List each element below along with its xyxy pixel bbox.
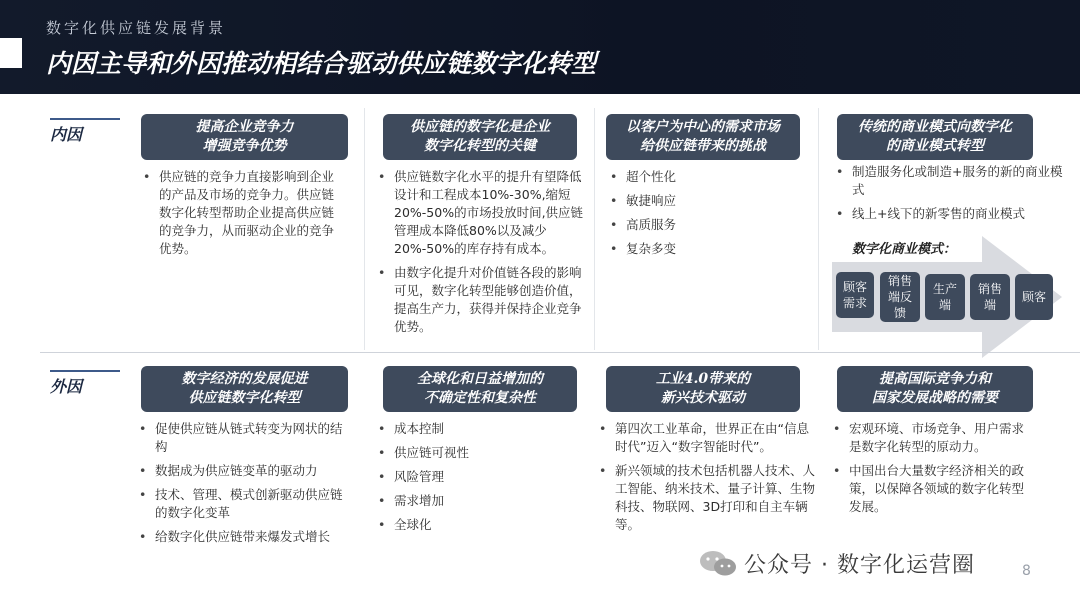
internal-heading-2: 供应链的数字化是企业 数字化转型的关键 [383, 114, 577, 160]
internal-heading-1: 提高企业竞争力 增强竞争优势 [141, 114, 348, 160]
list-item: • 风险管理 [378, 468, 578, 486]
internal-list-1 [143, 168, 343, 264]
business-model-title: 数字化商业模式： [852, 242, 957, 257]
step-customer: 顾客 [1015, 274, 1053, 320]
header-accent-bar [0, 38, 22, 68]
column-divider [364, 108, 365, 350]
list-item: • 全球化 [378, 516, 578, 534]
internal-heading-4: 传统的商业模式向数字化 的商业模式转型 [837, 114, 1033, 160]
step-production: 生产 端 [925, 274, 965, 320]
list-item: • 宏观环境、市场竞争、用户需求是数字化转型的原动力。 [833, 420, 1033, 456]
list-item: • 高质服务 [610, 216, 800, 234]
list-item: • 线上+线下的新零售的商业模式 [836, 205, 1066, 223]
internal-factors-label [50, 122, 120, 145]
list-item: • 中国出台大量数字经济相关的政策，以保障各领域的数字化转型发展。 [833, 462, 1033, 516]
list-item: • 技术、管理、模式创新驱动供应链的数字化变革 [139, 486, 349, 522]
list-item: • 给数字化供应链带来爆发式增长 [139, 528, 349, 546]
external-list-1 [139, 420, 349, 552]
section-title: 数字化供应链发展背景 [46, 19, 227, 37]
step-customer-demand: 顾客 需求 [836, 272, 874, 318]
external-list-2 [378, 420, 578, 540]
list-item: • 复杂多变 [610, 240, 800, 258]
label-underline [50, 370, 120, 372]
list-item: • 供应链数字化水平的提升有望降低设计和工程成本10%-30%,缩短20%-50%的市场投放时间,供应链管理成本降低80%以及减少20%-50%的库存持有成本。 [378, 168, 588, 258]
column-divider [594, 108, 595, 350]
external-label-text: 外因 [50, 377, 83, 396]
page-number: 8 [1022, 563, 1031, 579]
step-sales: 销售 端 [970, 274, 1010, 320]
internal-list-4 [836, 163, 1066, 229]
list-item: • 促使供应链从链式转变为网状的结构 [139, 420, 349, 456]
step-sales-feedback: 销售 端反 馈 [880, 272, 920, 322]
external-heading-3: 工业4.0带来的 新兴技术驱动 [606, 366, 800, 412]
wechat-icon [698, 548, 738, 578]
external-list-4 [833, 420, 1033, 522]
list-item: • 超个性化 [610, 168, 800, 186]
row-divider [40, 352, 1080, 353]
list-item: • 制造服务化或制造+服务的新的商业模式 [836, 163, 1066, 199]
slide-title: 内因主导和外因推动相结合驱动供应链数字化转型 [46, 49, 597, 78]
list-item: • 由数字化提升对价值链各段的影响可见，数字化转型能够创造价值，提高生产力，获得并保持企业竞争优势。 [378, 264, 588, 336]
external-heading-4: 提高国际竞争力和 国家发展战略的需要 [837, 366, 1033, 412]
list-item: • 第四次工业革命，世界正在由“信息时代”迈入“数字智能时代”。 [599, 420, 817, 456]
watermark-text: 公众号 · 数字化运营圈 [744, 553, 975, 578]
label-underline [50, 118, 120, 120]
internal-list-2 [378, 168, 588, 342]
list-item: • 数据成为供应链变革的驱动力 [139, 462, 349, 480]
internal-heading-3: 以客户为中心的需求市场 给供应链带来的挑战 [606, 114, 800, 160]
internal-list-3 [610, 168, 800, 264]
slide-header [0, 0, 1080, 94]
internal-label-text: 内因 [50, 125, 83, 144]
external-heading-1: 数字经济的发展促进 供应链数字化转型 [141, 366, 348, 412]
list-item: • 需求增加 [378, 492, 578, 510]
list-item: • 供应链的竞争力直接影响到企业的产品及市场的竞争力。供应链数字化转型帮助企业提高供应链的竞争力，从而驱动企业的竞争优势。 [143, 168, 343, 258]
external-list-3 [599, 420, 817, 540]
column-divider [818, 108, 819, 350]
external-heading-2: 全球化和日益增加的 不确定性和复杂性 [383, 366, 577, 412]
external-factors-label [50, 374, 120, 397]
list-item: • 新兴领域的技术包括机器人技术、人工智能、纳米技术、量子计算、生物科技、物联网、3D打印和自主车辆等。 [599, 462, 817, 534]
list-item: • 成本控制 [378, 420, 578, 438]
list-item: • 敏捷响应 [610, 192, 800, 210]
list-item: • 供应链可视性 [378, 444, 578, 462]
